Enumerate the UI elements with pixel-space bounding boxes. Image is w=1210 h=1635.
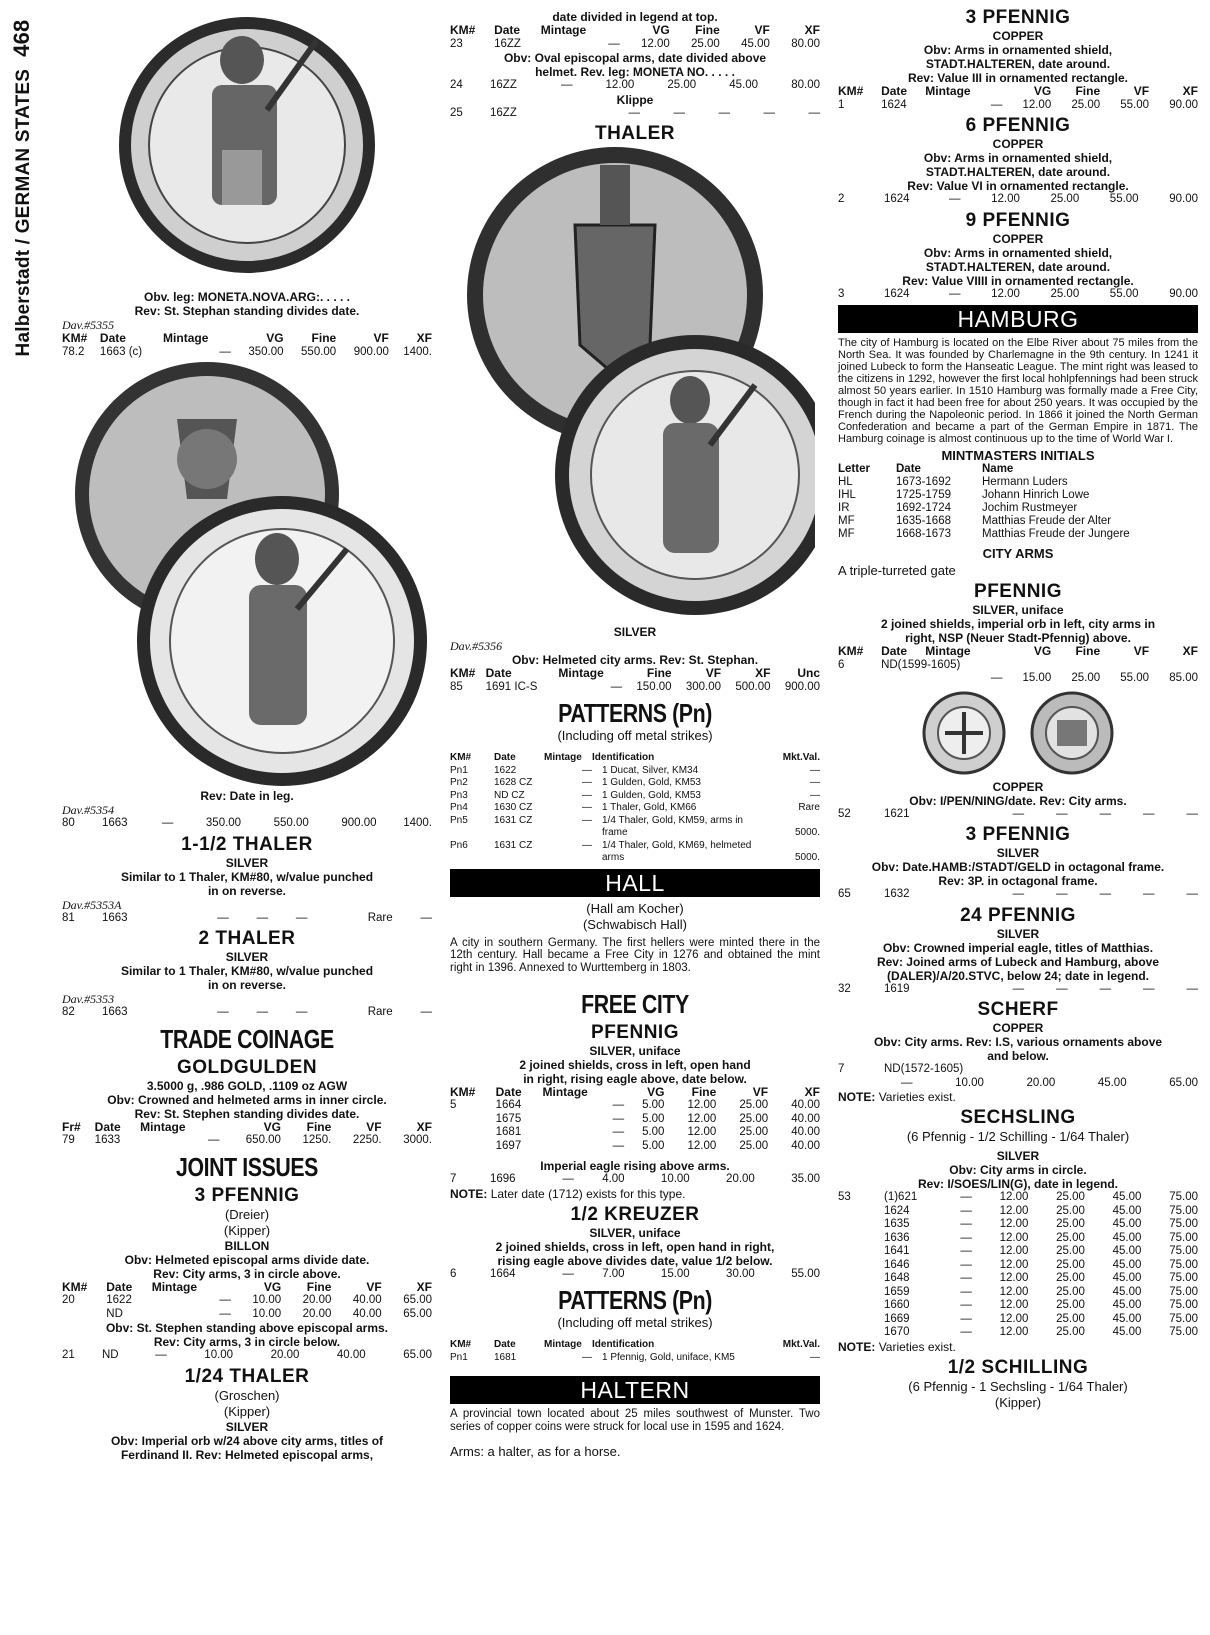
heading-1-5-thaler: 1-1/2 THALER [181,833,313,855]
metal-copper: COPPER [992,29,1044,43]
heading-6-pfennig: 6 PFENNIG [965,115,1071,136]
desc-line: Obv: Imperial orb w/24 above city arms, titles of [110,1433,384,1448]
metal-copper: COPPER [992,1021,1044,1035]
metal-copper: COPPER [992,779,1044,794]
heading-half-kreuzer: 1/2 KREUZER [570,1203,700,1225]
subtitle: (Kipper) [223,1403,271,1419]
klippe-label: Klippe [616,92,654,107]
metal-silver: SILVER [225,1419,269,1434]
subtitle: (Including off metal strikes) [557,1315,713,1331]
desc-line: right, NSP (Neuer Stadt-Pfennig) above. [905,631,1131,645]
desc-line: STADT.HALTEREN, date around. [925,165,1111,179]
section-band-hall: HALL [450,869,820,897]
subtitle: (Kipper) [223,1222,271,1238]
price-table-32: 32 1619 — — — — — [838,982,1198,995]
coin-caption-3: Rev: Date in leg. [200,789,294,803]
heading-1-24-thaler: 1/24 THALER [184,1365,310,1387]
haltern-arms: Arms: a halter, as for a horse. [450,1443,621,1459]
coin-image-thaler-obverse [117,0,377,290]
desc-line: (DALER)/A/20.STVC, below 24; date in legend. [886,968,1150,983]
desc-line: 3.5000 g, .986 GOLD, .1109 oz AGW [146,1078,348,1093]
desc-line: Similar to 1 Thaler, KM#80, w/value punched [120,869,374,884]
table-row: 1669 — 12.00 25.00 45.00 75.00 [884,1312,1198,1325]
table-row: 1660 — 12.00 25.00 45.00 75.00 [884,1299,1198,1311]
coin-caption-1: Obv. leg: MONETA.NOVA.ARG:. . . . . [143,290,350,304]
metal-silver: SILVER [225,855,269,870]
metal-silver: SILVER [225,950,269,964]
metal-silver: SILVER [996,846,1040,860]
dav-ref-5353: Dav.#5353 [62,992,115,1006]
desc-line: Obv: Date.HAMB:/STADT/GELD in octagonal frame. [871,860,1165,874]
patterns-table: KM# Date Mintage Identification Mkt.Val. Pn1 1622 — 1 Ducat, Silver, KM34 — Pn2 1628 CZ — 1 Gulden, Gold, KM53 — Pn3 ND CZ — 1 Gulden, Gold, KM53 — Pn4 1630 CZ — 1 Thaler, Gold, KM66 Rare Pn5 1631 CZ — 1/4 Thaler, Gold, KM59, arms in frame 5000. Pn6 1631 CZ — 1/4 Thaler, Gold, KM69, helmeted arms 5000. [450,752,820,863]
price-table-24: 24 16ZZ — 12.00 25.00 45.00 80.00 [450,79,820,91]
desc-line: and below. [987,1049,1049,1063]
price-table-82: 82 1663 — — — Rare — [62,1006,432,1018]
metal-silver-uniface: SILVER, uniface [589,1225,681,1240]
price-table-25: 25 16ZZ — — — — — [450,106,820,119]
price-table-5: KM# Date Mintage VG Fine VF XF 5 1664 — 5.00 12.00 25.00 40.00 1675 — 5.00 12.00 25.00 40.00 1681 — 5.00 12.00 25.00 40.00 1697 — 5.00 12.00 25.00 40.00 [450,1084,820,1152]
desc-line: 2 joined shields, cross in left, open hand in right, [495,1239,775,1254]
hall-description: A city in southern Germany. The first hellers were minted there in the 12th century. Hall became a Free City in 1276 and obtained the mint right in 1396. Annexed to Wurttemberg in 1803. [450,936,820,975]
table-row: 1636 — 12.00 25.00 45.00 75.00 [884,1231,1198,1244]
price-table-78: KM# Date Mintage VG Fine VF XF 78.2 1663 (c) — 350.00 550.00 900.00 1400. [62,331,432,358]
dav-ref-5353a: Dav.#5353A [62,897,122,912]
heading-3-pfennig-hamburg: 3 PFENNIG [965,824,1071,845]
price-table-2: 2 1624 — 12.00 25.00 55.00 90.00 [838,193,1198,205]
table-row: 1648 — 12.00 25.00 45.00 75.00 [884,1272,1198,1284]
dav-ref-5356: Dav.#5356 [450,639,503,653]
coin-caption-2: Rev: St. Stephan standing divides date. [134,304,360,318]
desc-line: Rev: 3P. in octagonal frame. [938,874,1098,888]
metal-silver-uniface: SILVER, uniface [972,603,1064,617]
patterns-table-2: KM# Date Mintage Identification Mkt.Val. Pn1 1681 — 1 Pfennig, Gold, uniface, KM5 — [450,1339,820,1363]
note-later-date: NOTE: Later date (1712) exists for this type. [450,1186,686,1201]
desc-line: Obv: Oval episcopal arms, date divided above [503,51,767,65]
dav-ref-5355: Dav.#5355 [62,318,115,332]
desc-line: STADT.HALTEREN, date around. [925,57,1111,71]
desc-line: Rev: I/SOES/LIN(G), date in legend. [917,1177,1119,1191]
heading-pfennig: PFENNIG [591,1021,679,1043]
desc-line: Rev: Joined arms of Lubeck and Hamburg, above [876,954,1160,969]
desc-line: Obv: I/PEN/NING/date. Rev: City arms. [909,793,1127,808]
page-number: 468 [9,19,34,57]
subtitle: (Kipper) [994,1394,1042,1410]
subtitle: (Hall am Kocher) [586,900,684,916]
table-row: 1635 — 12.00 25.00 45.00 75.00 [884,1218,1198,1230]
desc-line: Rev: St. Stephen standing divides date. [134,1106,360,1121]
subtitle: (Groschen) [214,1387,280,1403]
desc-line: Obv: Crowned imperial eagle, titles of Matthias. [882,940,1154,955]
desc-line: rising eagle above divides date, value 1/2 below. [497,1253,773,1268]
desc-line: Obv: St. Stephen standing above episcopal arms. [105,1321,389,1335]
price-table-6: 6 1664 — 7.00 15.00 30.00 55.00 [450,1267,820,1280]
price-table-79: Fr# Date Mintage VG Fine VF XF 79 1633 — 650.00 1250. 2250. 3000. [62,1119,432,1146]
heading-patterns-2: PATTERNS (Pn) [558,1285,712,1316]
table-row: 1646 — 12.00 25.00 45.00 75.00 [884,1258,1198,1271]
desc-line: Rev: City arms, 3 in circle above. [153,1266,341,1281]
coin-pair-copper [838,690,1198,776]
heading-sechsling: SECHSLING [960,1107,1076,1128]
section-band-haltern: HALTERN [450,1376,820,1404]
desc-line: Obv: Arms in ornamented shield, [923,245,1113,260]
desc-line: STADT.HALTEREN, date around. [925,259,1111,274]
heading-trade-coinage: TRADE COINAGE [160,1023,334,1054]
metal-silver: SILVER [996,1149,1040,1163]
desc-line: in right, rising eagle above, date below. [523,1071,747,1086]
table-row: 1624 — 12.00 25.00 45.00 75.00 [884,1204,1198,1217]
desc-line: Obv: Arms in ornamented shield, [923,151,1113,165]
desc-line: Rev: City arms, 3 in circle below. [153,1335,341,1349]
desc-line: in on reverse. [207,883,287,898]
city-arms-desc: A triple-turreted gate [838,563,956,578]
desc-line: Obv: Helmeted city arms. Rev: St. Stephan. [511,653,759,667]
price-table-7-scherf: 7 ND(1572-1605) — 10.00 20.00 45.00 65.00 [838,1063,1198,1089]
price-table-80: 80 1663 — 350.00 550.00 900.00 1400. [62,817,432,829]
price-table-3: 3 1624 — 12.00 25.00 55.00 90.00 [838,287,1198,300]
heading-patterns: PATTERNS (Pn) [558,698,712,728]
note-varieties-2: NOTE: Varieties exist. [838,1339,956,1354]
desc-line: Rev: Value VI in ornamented rectangle. [907,179,1129,193]
mintmasters-title: MINTMASTERS INITIALS [941,448,1095,463]
heading-pfennig: PFENNIG [974,581,1062,602]
coin-image-thaler-85 [455,145,815,625]
heading-thaler: THALER [594,123,676,144]
table-row: 53 (1)621 — 12.00 25.00 45.00 75.00 [838,1191,1198,1203]
desc-line: Imperial eagle rising above arms. [540,1159,730,1174]
price-table-1: KM# Date Mintage VG Fine VF XF 1 1624 — 12.00 25.00 55.00 90.00 [838,84,1198,111]
heading-joint-issues: JOINT ISSUES [176,1151,318,1182]
haltern-description: A provincial town located about 25 miles southwest of Munster. Two series of copper coins were struck for local use in 1595 and 1624. [450,1408,820,1434]
table-row: 1659 — 12.00 25.00 45.00 75.00 [884,1285,1198,1298]
desc-line: helmet. Rev. leg: MONETA NO. . . . . [535,65,735,79]
price-table-65: 65 1632 — — — — — [838,888,1198,900]
desc-line: Obv: Crowned and helmeted arms in inner circle. [107,1092,387,1107]
price-table-21: 21 ND — 10.00 20.00 40.00 65.00 [62,1349,432,1361]
price-table-6-hamburg: KM# Date Mintage VG Fine VF XF 6 ND(1599-1605) — 15.00 25.00 55.00 85.00 [838,644,1198,684]
table-row: 1670 — 12.00 25.00 45.00 75.00 [884,1326,1198,1338]
price-table-23: KM# Date Mintage VG Fine VF XF 23 16ZZ — 12.00 25.00 45.00 80.00 [450,23,820,50]
subtitle: (Schwabisch Hall) [582,916,688,932]
desc-line: 2 joined shields, imperial orb in left, city arms in [880,617,1156,631]
running-head [2,8,42,368]
heading-goldgulden: GOLDGULDEN [176,1056,318,1078]
price-table-7: 7 1696 — 4.00 10.00 20.00 35.00 [450,1173,820,1186]
desc-line: Rev: Value III in ornamented rectangle. [907,71,1129,85]
heading-3-pfennig: 3 PFENNIG [194,1184,300,1206]
heading-scherf: SCHERF [977,999,1059,1020]
price-table-53 [838,1191,1198,1340]
coin-image-copper-obverse [921,690,1007,776]
heading-24-pfennig: 24 PFENNIG [960,904,1076,926]
subtitle: (6 Pfennig - 1/2 Schilling - 1/64 Thaler) [906,1129,1130,1144]
heading-3-pfennig: 3 PFENNIG [965,7,1071,28]
desc-line: Obv: City arms. Rev: I.S, various ornaments above [873,1035,1163,1049]
note-varieties: NOTE: Varieties exist. [838,1090,956,1104]
desc-line: in on reverse. [207,978,287,992]
dav-ref-5354: Dav.#5354 [62,803,115,817]
price-table-20: KM# Date Mintage VG Fine VF XF 20 1622 — 10.00 20.00 40.00 65.00 ND — 10.00 20.00 40.00 65.00 [62,1279,432,1320]
price-table-52: 52 1621 — — — — — [838,807,1198,820]
desc-line: Obv: Arms in ornamented shield, [923,43,1113,57]
heading-9-pfennig: 9 PFENNIG [965,209,1071,231]
subtitle: (Including off metal strikes) [557,728,713,743]
desc-line: Ferdinand II. Rev: Helmeted episcopal arms, [120,1447,374,1462]
desc-line: Rev: Value VIIII in ornamented rectangle. [902,273,1134,288]
metal-silver: SILVER [613,625,657,639]
price-table-85: KM# Date Mintage Fine VF XF Unc 85 1691 IC-S — 150.00 300.00 500.00 900.00 [450,666,820,693]
column-2 [450,0,820,1461]
heading-free-city: FREE CITY [581,988,689,1019]
heading-half-schilling: 1/2 SCHILLING [947,1356,1089,1378]
running-head-title: Halberstadt / GERMAN STATES [13,68,34,357]
desc-line: Similar to 1 Thaler, KM#80, w/value punched [120,964,374,978]
column-1 [62,0,432,1462]
hamburg-description: The city of Hamburg is located on the Elbe River about 75 miles from the North Sea. It was founded by Charlemagne in the 9th century. In 1241 it joined Lubeck to form the Hanseatic League. The mint right was leased to the citizens in 1292, however the first local hohlpfennings had been struck almost 50 years earlier. In 1510 Hamburg was formally made a Free City, though in fact it had been free for about 250 years. It was occupied by the French during the Napoleonic period. In 1866 it joined the North German Confederation and became a part of the German Empire in 1871. The Hamburg coinage is almost continuous up to the time of World War I. [838,337,1198,445]
mintmasters-table: Letter Date Name HL 1673-1692 Hermann Luders IHL 1725-1759 Johann Hinrich Lowe IR 1692-1724 Jochim Rustmeyer MF 1635-1668 Matthias Freude der Alter MF 1668-1673 Matthias Freude der Jungere [838,463,1130,540]
metal-silver: SILVER [996,926,1040,941]
metal-silver-uniface: SILVER, uniface [589,1043,681,1058]
column-3 [838,0,1198,1411]
heading-2-thaler: 2 THALER [198,928,296,949]
subtitle: (6 Pfennig - 1 Sechsling - 1/64 Thaler) [908,1378,1128,1394]
subtitle: (Dreier) [224,1206,270,1222]
desc-line: date divided in legend at top. [552,10,718,24]
desc-line: Obv: City arms in circle. [949,1163,1087,1177]
city-arms-title: CITY ARMS [982,546,1054,561]
section-band-hamburg: HAMBURG [838,305,1198,333]
table-row: 1641 — 12.00 25.00 45.00 75.00 [884,1245,1198,1257]
metal-billon: BILLON [224,1238,270,1253]
metal-copper: COPPER [992,137,1044,151]
coin-image-thaler-pair [67,359,427,789]
desc-line: Obv: Helmeted episcopal arms divide date. [124,1252,370,1267]
metal-copper: COPPER [992,231,1044,246]
price-table-81: 81 1663 — — — Rare — [62,911,432,924]
desc-line: 2 joined shields, cross in left, open hand [519,1057,751,1072]
coin-image-copper-reverse [1029,690,1115,776]
